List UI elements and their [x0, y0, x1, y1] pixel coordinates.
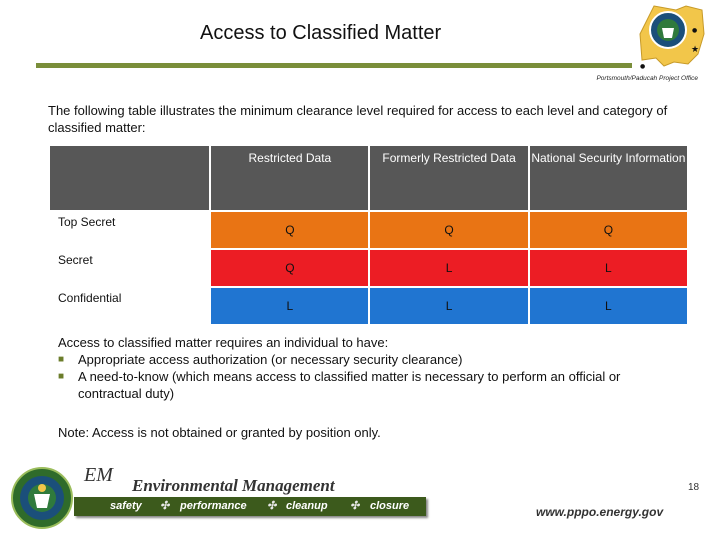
row-label-top-secret: Top Secret — [50, 212, 209, 248]
table-cell: Q — [530, 212, 687, 248]
column-header-restricted-data: Restricted Data — [211, 146, 368, 210]
table-header-row — [50, 146, 687, 210]
doe-seal-icon — [10, 466, 74, 530]
column-header-formerly-restricted-data: Formerly Restricted Data — [370, 146, 527, 210]
slide-title: Access to Classified Matter — [200, 22, 442, 44]
square-bullet-icon: ■ — [58, 354, 65, 365]
separator-icon: ✣ — [160, 500, 170, 512]
table-row-confidential — [50, 288, 687, 324]
table-row-secret — [50, 250, 687, 286]
requirements-list — [58, 351, 678, 402]
table-corner-cell — [50, 146, 209, 210]
table-cell: L — [370, 288, 527, 324]
list-item — [58, 368, 678, 402]
website-url: www.pppo.energy.gov — [536, 505, 664, 519]
page-number: 18 — [688, 482, 700, 493]
em-tagline-bar — [74, 497, 426, 516]
column-header-national-security-information: National Security Information — [530, 146, 687, 210]
table-cell: Q — [211, 250, 368, 286]
tagline-safety: safety — [110, 500, 142, 512]
tagline-performance: performance — [180, 500, 247, 512]
requirements-lead: Access to classified matter requires an individual to have: — [58, 335, 389, 350]
intro-text: The following table illustrates the minimum clearance level required for access to each level and category of classified matter: — [48, 103, 668, 135]
list-item-text: Appropriate access authorization (or necessary security clearance) — [78, 352, 463, 367]
table-row-top-secret — [50, 212, 687, 248]
list-item — [58, 351, 678, 368]
note-text: Note: Access is not obtained or granted by position only. — [58, 425, 381, 440]
table-cell: L — [530, 288, 687, 324]
table-cell: Q — [370, 212, 527, 248]
separator-icon: ✣ — [267, 500, 277, 512]
project-office-label: Portsmouth/Paducah Project Office — [596, 75, 698, 82]
requirements-section — [58, 334, 678, 402]
square-bullet-icon: ■ — [58, 371, 65, 382]
table-cell: L — [530, 250, 687, 286]
tagline-closure: closure — [370, 500, 410, 512]
doe-ohio-logo — [636, 4, 706, 70]
tagline-cleanup: cleanup — [286, 500, 328, 512]
table-cell: L — [370, 250, 527, 286]
table-cell: Q — [211, 212, 368, 248]
list-item-text: A need-to-know (which means access to classified matter is necessary to perform an official or contractual duty) — [78, 369, 621, 401]
clearance-matrix-table — [48, 144, 689, 326]
em-title: Environmental Management — [132, 476, 335, 495]
separator-icon: ✣ — [350, 500, 360, 512]
svg-text:★: ★ — [691, 45, 700, 55]
em-logo: EM — [84, 464, 113, 486]
svg-text:●: ● — [692, 27, 698, 34]
header-rule — [36, 63, 632, 68]
svg-text:●: ● — [640, 63, 646, 70]
row-label-secret: Secret — [50, 250, 209, 286]
row-label-confidential: Confidential — [50, 288, 209, 324]
table-cell: L — [211, 288, 368, 324]
